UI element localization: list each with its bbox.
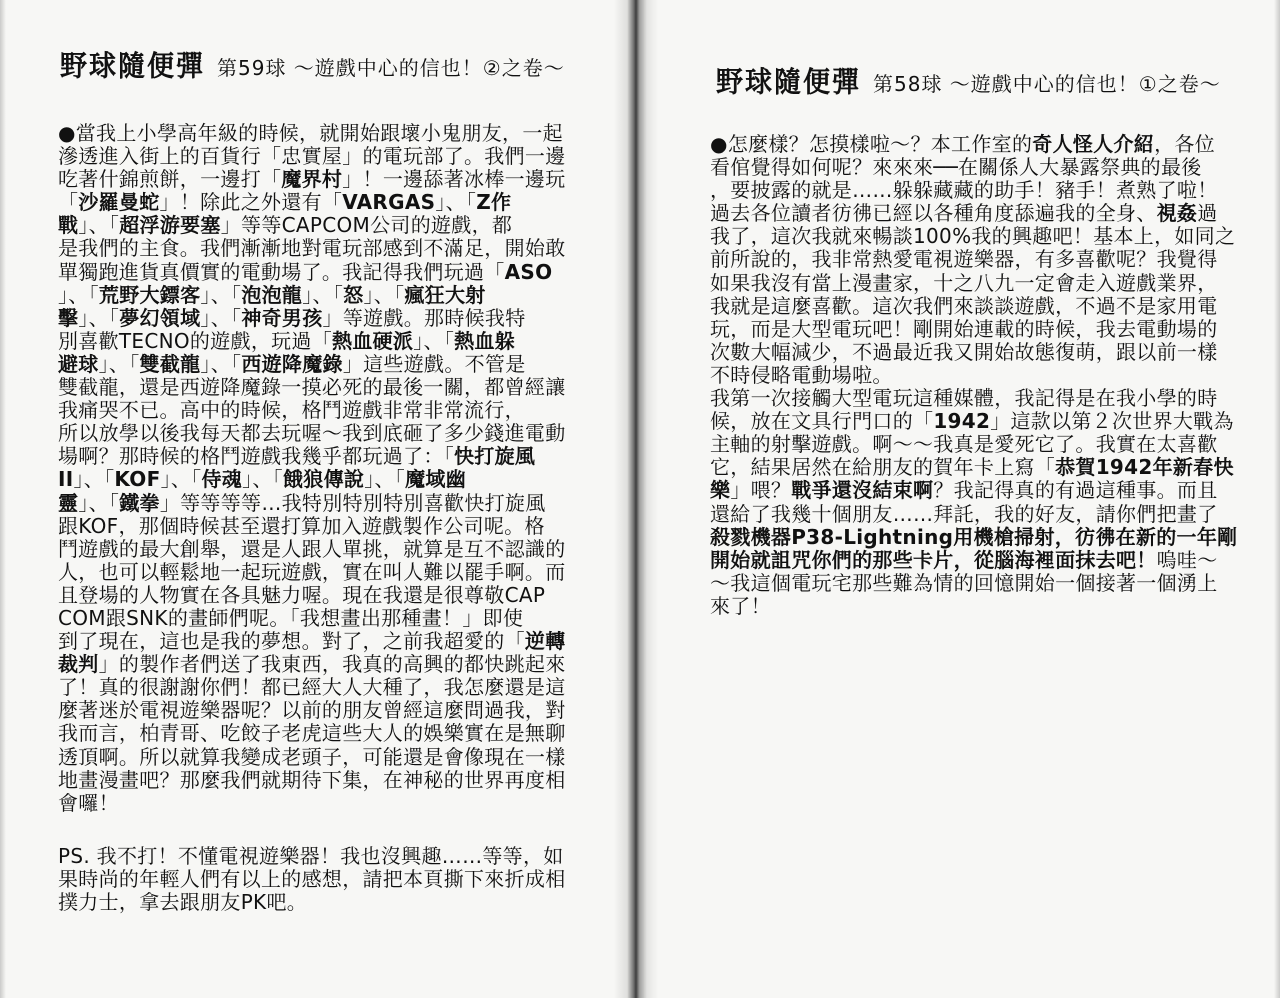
text-run: 」、「	[78, 305, 120, 330]
text-run: ●怎麼樣？怎摸樣啦～？本工作室的	[710, 132, 1033, 156]
emphasized-title: 鐵拳	[119, 490, 160, 515]
emphasized-title: 瘋狂大射 擊	[58, 282, 486, 330]
text-run: 」的製作者們送了我東西，我真的高興的都快跳起來 了！真的很謝謝你們！都已經大人大種了，我怎麼還是這 麼著迷於電視遊樂器呢？以前的朋友曾經這麼問過我，對 我而言，柏青哥、吃餃子老虎這些大人的娛樂實在是無聊 透頂啊。所以就算我變成老頭子，可能還是會像現在一樣 地畫漫畫吧？那麼我們就期待下集，在神秘的世界再度相 會囉！	[58, 652, 566, 815]
text-run: 」這些遊戲。不管是 雙截龍，還是西遊降魔錄一摸必死的最後一關，都曾經讓 我痛哭不已。高中的時候，格鬥遊戲非常非常流行， 所以放學以後我每天都去玩喔～我到底砸了多少錢進電動 場啊？那時候的格鬥遊戲我幾乎都玩過了：「	[58, 351, 566, 469]
emphasized-title: 雙截龍	[139, 351, 201, 376]
text-run: ？我記得真的有過這種事。而且 還給了我幾十個朋友……拜託，我的好友，請你們把畫了	[710, 478, 1218, 526]
emphasized-title: 熱血硬派	[332, 328, 414, 353]
right-page-edge-shadow	[1274, 0, 1280, 998]
emphasized-title: 魔界村	[281, 167, 343, 192]
emphasized-title: KOF	[114, 467, 161, 492]
text-run: 」、「	[200, 351, 242, 376]
text-run: 」、「	[242, 467, 283, 492]
text-run: 」、「	[73, 467, 115, 492]
emphasized-title: 逆轉 裁判	[58, 629, 566, 677]
text-run: 」、「	[302, 282, 344, 307]
text-run: 」等遊戲。那時候我特 別喜歡TECNO的遊戲，玩過「	[58, 305, 526, 353]
text-run: 」、「	[78, 490, 120, 515]
emphasized-title: 西遊降魔錄	[241, 351, 343, 376]
series-title: 野球隨便彈	[60, 50, 205, 83]
text-run: 」、「	[435, 190, 477, 215]
emphasized-title: 餓狼傳說	[282, 467, 365, 492]
left-page-ps-note: PS. 我不打！不懂電視遊樂器！我也沒興趣……等等，如 果時尚的年輕人們有以上的感想，請把本頁撕下來折成相 撲力士，拿去跟朋友PK吧。	[58, 844, 566, 915]
left-page-header	[60, 44, 565, 83]
emphasized-title: 魔域幽 靈	[58, 467, 466, 515]
text-run: 」！一邊舔著冰棒一邊玩 「	[58, 167, 566, 215]
right-page	[644, 0, 1280, 998]
emphasized-title: 快打旋風 II	[58, 444, 536, 492]
text-run: 」、「	[200, 305, 242, 330]
text-run: 」、「	[160, 467, 202, 492]
emphasized-title: 侍魂	[201, 467, 243, 492]
text-run: 」等等CAPCOM公司的遊戲，都 是我們的主食。我們漸漸地對電玩部感到不滿足，開始敢 單獨跑進貨真價實的電動場了。我記得我們玩過「	[58, 213, 566, 284]
text-run: 」、「	[58, 282, 99, 307]
emphasized-title: 泡泡龍	[241, 282, 303, 307]
text-run: 」、「	[78, 213, 120, 238]
chapter-title: 第58球 ～遊戲中心的信也！①之卷～	[873, 72, 1221, 96]
left-page-body-text	[58, 122, 588, 815]
emphasized-title: 熱血躲 避球	[58, 328, 516, 376]
emphasized-title: 怒	[343, 282, 364, 307]
emphasized-title: VARGAS	[342, 190, 436, 215]
text-run: ，各位 看倌覺得如何呢？來來來──在關係人大暴露祭典的最後 ，要披露的就是……躲躲藏藏的助手！豬手！煮熟了啦！ 過去各位讀者彷彿已經以各種角度舔遍我的全身、	[710, 132, 1218, 226]
text-run: 」喂？	[730, 478, 792, 503]
text-run: 」、「	[364, 467, 406, 492]
text-run: ●當我上小學高年級的時候，就開始跟壞小鬼朋友，一起 滲透進入街上的百貨行「忠實屋」的電玩部了。我們一邊 吃著什錦煎餅，一邊打「	[58, 121, 566, 192]
text-run: 」、「	[363, 282, 405, 307]
emphasized-title: Z作 戰	[58, 190, 512, 238]
left-page-edge-shadow	[0, 0, 6, 998]
text-run: 過 我了，這次我就來暢談100%我的興趣吧！基本上，如同之 前所說的，我非常熱愛電視遊樂器，有多喜歡呢？我覺得 如果我沒有當上漫畫家，十之八九一定會走入遊戲業界， 我就是這麼喜歡。這次我們來談談遊戲，不過不是家用電 玩，而是大型電玩吧！剛開始連載的時候，我去電動場的 次數大幅減少，不過最近我又開始故態復萌，跟以前一樣 不時侵略電動場啦。 我第一次接觸大型電玩這種媒體，我記得是在我小學的時 候，放在文具行門口的「	[710, 201, 1236, 434]
emphasized-title: 1942	[933, 409, 991, 434]
text-run: 」這款以第２次世界大戰為 主軸的射擊遊戲。啊～～我真是愛死它了。我實在太喜歡 它，結果居然在給朋友的賀年卡上寫「	[710, 409, 1234, 480]
text-run: 嗚哇～ ～我這個電玩宅那些難為情的回憶開始一個接著一個湧上 來了！	[710, 547, 1218, 618]
emphasized-title: 夢幻領域	[119, 305, 201, 330]
emphasized-title: ASO	[504, 259, 553, 284]
chapter-title: 第59球 ～遊戲中心的信也！②之卷～	[217, 56, 565, 80]
emphasized-title: 荒野大鏢客	[98, 282, 201, 307]
emphasized-title: 戰爭還沒結束啊	[791, 478, 934, 503]
emphasized-title: 超浮游要塞	[119, 213, 221, 238]
emphasized-title: 沙羅曼蛇	[78, 190, 160, 215]
text-run: 」、「	[413, 328, 455, 353]
book-gutter-shadow	[614, 0, 658, 998]
emphasized-title: 神奇男孩	[241, 305, 323, 330]
right-page-header	[716, 60, 1221, 99]
emphasized-title: 視姦	[1156, 201, 1198, 226]
text-run: 」等等等等…我特別特別特別喜歡快打旋風 跟KOF，那個時候甚至還打算加入遊戲製作公司呢。格 鬥遊戲的最大創舉，還是人跟人單挑，就算是互不認識的 人，也可以輕鬆地一起玩遊戲，實在叫人難以罷手啊。而 且登場的人物實在各具魅力喔。現在我還是很尊敬CAP COM跟SNK的畫師們呢。「我想畫出那種畫！」即使 到了現在，這也是我的夢想。對了，之前我超愛的「	[58, 490, 566, 654]
text-run: 」、「	[200, 282, 242, 307]
text-run: 」！除此之外還有「	[159, 190, 343, 215]
text-run: 」、「	[98, 351, 140, 376]
series-title: 野球隨便彈	[716, 66, 861, 99]
emphasized-title: 殺戮機器P38-Lightning用機槍掃射，彷彿在新的一年剛 開始就詛咒你們的那些卡片，從腦海裡面抹去吧！	[710, 524, 1238, 572]
emphasized-title: 恭賀1942年新春快 樂	[710, 455, 1234, 503]
right-page-body-text	[710, 133, 1250, 618]
emphasized-title: 奇人怪人介紹	[1032, 132, 1155, 156]
left-page	[0, 0, 628, 998]
